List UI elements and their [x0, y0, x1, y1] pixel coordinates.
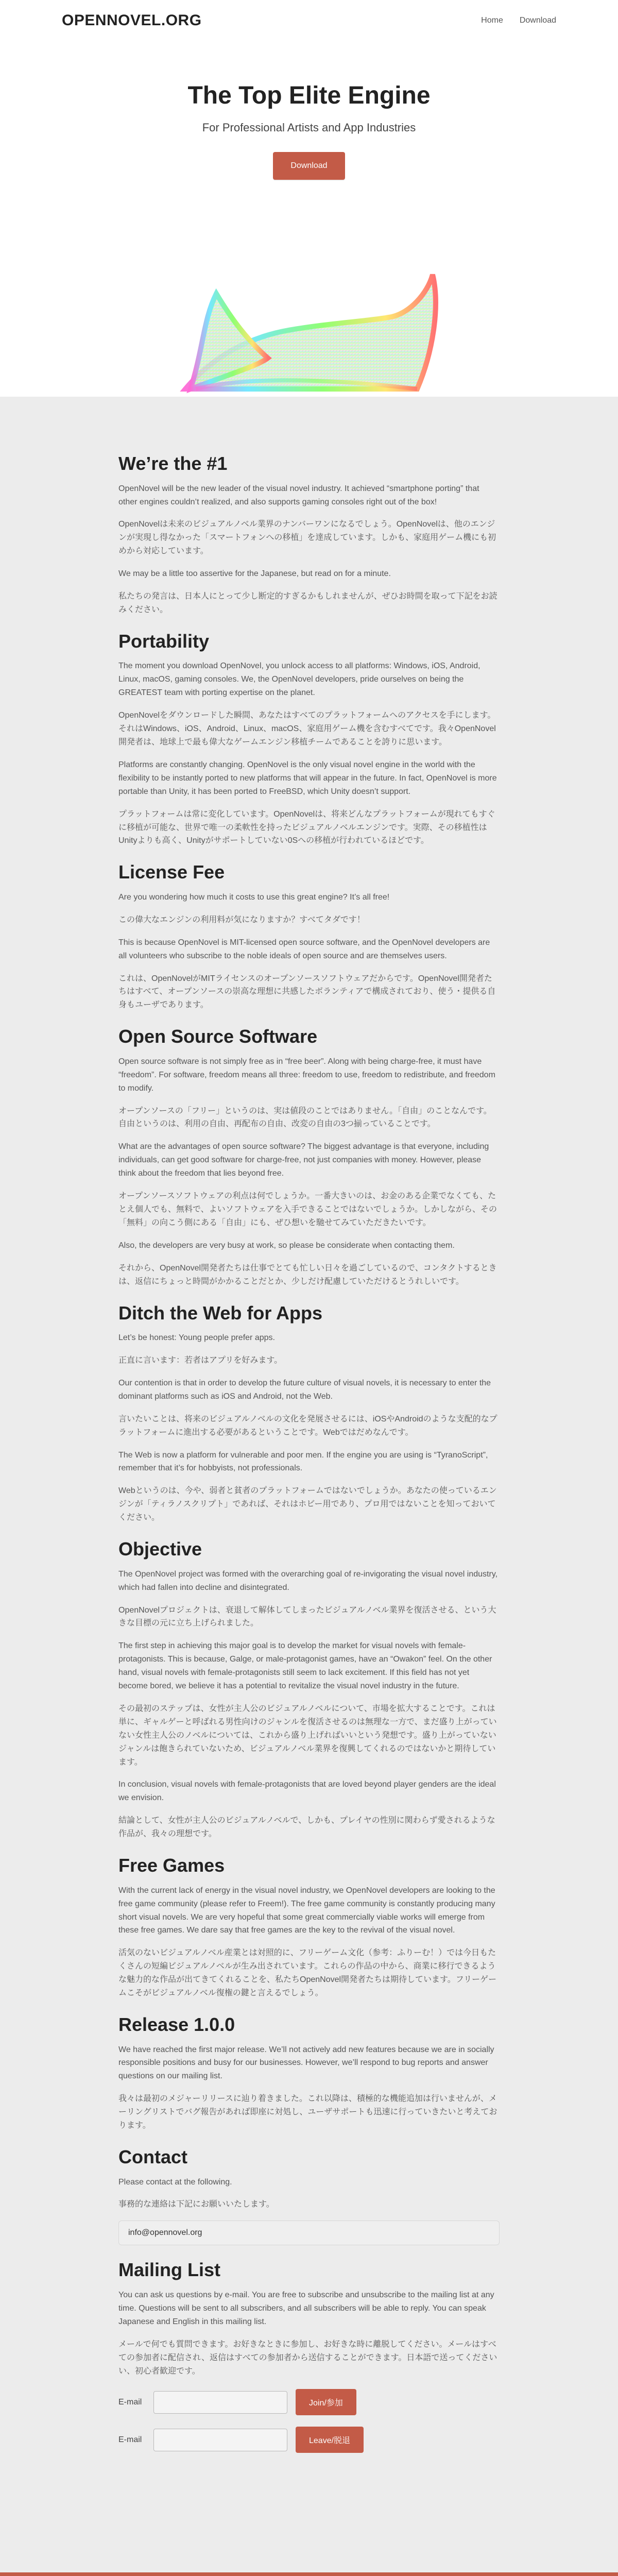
paragraph: We may be a little too assertive for the Japanese, but read on for a minute. — [118, 569, 391, 579]
paragraph: Our contention is that in order to develop the future culture of visual novels, it is necessary to enter the dominant platforms such as iOS and Android, not the Web. — [118, 1378, 491, 1401]
paragraph: You can ask us questions by e-mail. You are free to subscribe and unsubscribe to the mailing list at any time. Questions will be sent to all subscribers, and all subscribers will be able to reply. You can speak Japanese and English in this mailing list. — [118, 2290, 494, 2326]
paragraph: Are you wondering how much it costs to use this great engine? It’s all free! — [118, 892, 390, 902]
main-nav — [481, 16, 556, 25]
nav-home[interactable]: Home — [481, 16, 503, 25]
leave-button[interactable]: Leave/脱退 — [296, 2427, 364, 2453]
nav-download[interactable]: Download — [519, 16, 556, 25]
mailing-list-leave-row — [118, 2427, 500, 2453]
section-title: Free Games — [118, 1855, 225, 1876]
join-email-input[interactable] — [153, 2391, 287, 2414]
hero-download-button[interactable]: Download — [273, 152, 345, 180]
hero — [0, 41, 618, 397]
section-title: Ditch the Web for Apps — [118, 1302, 322, 1324]
paragraph: With the current lack of energy in the visual novel industry, we OpenNovel developers are looking to the free game community (please refer to Freem!). The free game community is constantly producing many short visual novels. We are very hopeful that some great commercially viable works will emerge from these free games. We dare say that free games are the key to the revival of the visual novel. — [118, 1886, 495, 1935]
paragraph: OpenNovelをダウンロードした瞬間、あなたはすべてのプラットフォームへのアクセスを手にします。それはWindows、iOS、Android、Linux、macOS、家庭用ゲーム機を含むすべてです。我々OpenNovel開発者は、地球上で最も偉大なゲームエンジン移植チームであることを誇りに思います。 — [118, 711, 496, 747]
paragraph: Please contact at the following. — [118, 2177, 232, 2187]
paragraph: This is because OpenNovel is MIT-licensed open source software, and the OpenNovel developers are all volunteers who subscribe to the noble ideals of open source and are themselves users. — [118, 938, 490, 960]
paragraph: What are the advantages of open source software? The biggest advantage is that everyone, including individuals, can get good software for charge-free, not just companies with money. However, please think about the freedom that lies beyond free. — [118, 1142, 489, 1178]
paragraph: OpenNovelプロジェクトは、衰退して解体してしまったビジュアルノベル業界を復活させる、という大きな目標の元に立ち上げられました。 — [118, 1605, 496, 1628]
paragraph: OpenNovel will be the new leader of the visual novel industry. It achieved “smartphone porting” that other engines couldn’t realized, and also supports gaming consoles right out of the box! — [118, 484, 479, 506]
section-release-1-0-0 — [118, 2014, 500, 2132]
paragraph: プラットフォームは常に変化しています。OpenNovelは、将来どんなプラットフォームが現れてもすぐに移植が可能な、世界で唯一の柔軟性を持ったビジュアルノベルエンジンです。実際、その移植性はUnityよりも高く、Unityがサポートしていない0Sへの移植が行われているほどです。 — [118, 809, 495, 845]
mailing-list-join-row — [118, 2389, 500, 2415]
section-were-the-1 — [118, 453, 500, 617]
contact-email-box[interactable]: info@opennovel.org — [118, 2221, 500, 2245]
section-contact — [118, 2147, 500, 2245]
section-title: We’re the #1 — [118, 453, 228, 474]
paragraph: これは、OpenNovelがMITライセンスのオープンソースソフトウェアだからです。OpenNovel開発者たちはすべて、オープンソースの崇高な理想に共感したボランティアで構成されており、使う・提供る自身もユーザであります。 — [118, 974, 496, 1010]
paragraph: この偉大なエンジンの利用料が気になりますか？すべてタダです！ — [118, 915, 365, 924]
section-portability — [118, 631, 500, 848]
paragraph: メールで何でも質問できます。お好きなときに参加し、お好きな時に離脱してください。メールはすべての参加者に配信され、返信はすべての参加者から送信することができます。日本語で送ってくださいい、初心者歓迎です。 — [118, 2340, 497, 2376]
email-label: E-mail — [118, 2435, 142, 2444]
paragraph: オープンソースソフトウェアの利点は何でしょうか。一番大きいのは、お金のある企業でなくても、たとえ個人でも、無料で、よいソフトウェアを入手できることではないでしょうか。しかしながら、その「無料」の向こう側にある「自由」にも、ぜひ想いを馳せてみていただきたいです。 — [118, 1192, 497, 1227]
paragraph: The Web is now a platform for vulnerable and poor men. If the engine you are using is “TyranoScript”, remember that it’s for hobbyists, not professionals. — [118, 1450, 488, 1473]
section-free-games — [118, 1855, 500, 2000]
cta-section — [0, 2572, 618, 2576]
paragraph: 正直に言います：若者はアプリを好みます。 — [118, 1356, 283, 1365]
paragraph: 我々は最初のメジャーリリースに辿り着きました。これ以降は、積極的な機能追加は行いませんが、メーリングリストでバグ報告があれば即座に対処し、ユーザサポートも迅速に行っていきたいと考えております。 — [118, 2094, 497, 2130]
paragraph: 言いたいことは、将来のビジュアルノベルの文化を発展させるには、iOSやAndroidのような支配的なプラットフォームに進出する必要があるということです。Webではだめなんです。 — [118, 1414, 497, 1437]
hero-title: The Top Elite Engine — [187, 82, 431, 109]
section-open-source-software — [118, 1026, 500, 1288]
section-title: Portability — [118, 630, 210, 652]
section-title: Objective — [118, 1538, 202, 1560]
paragraph: Webというのは、今や、弱者と貧者のプラットフォームではないでしょうか。あなたの使っているエンジンが「ティラノスクリプト」であれば、それはホビー用であり、プロ用ではないことを知っておいてください。 — [118, 1486, 497, 1522]
section-title: Mailing List — [118, 2259, 220, 2281]
paragraph: The first step in achieving this major goal is to develop the market for visual novels with female-protagonists. This is because, Galge, or male-protagonist games, have an “Owakon” feel. On the other hand, visual novels with female-protagonists still seem to lack excitement. If this field has not yet become bored, we believe it has a potential to revitalize the visual novel industry in the future. — [118, 1641, 492, 1691]
cat-ears-rainbow-illustration-icon — [175, 270, 443, 397]
email-label: E-mail — [118, 2397, 142, 2406]
paragraph: 結論として、女性が主人公のビジュアルノベルで、しかも、プレイヤの性別に関わらず愛されるような作品が、我々の理想です。 — [118, 1816, 495, 1839]
paragraph: OpenNovelは未来のビジュアルノベル業界のナンバーワンになるでしょう。OpenNovelは、他のエンジンが実現し得なかった「スマートフォンへの移植」を達成しています。しかも、家庭用ゲーム機にも初めから対応しています。 — [118, 520, 496, 556]
section-title: Contact — [118, 2146, 187, 2167]
paragraph: その最初のステップは、女性が主人公のビジュアルノベルについて、市場を拡大することです。これは単に、ギャルゲーと呼ばれる男性向けのジャンルを復活させるのは無理な一方で、まだ盛り上がっていない女性主人公のノベルについては、これから盛り上げればいいという発想です。盛り上がっていないジャンルは飽きられていないため、ビジュアルノベル業界を復興してくれるのではないかと期待しています。 — [118, 1704, 497, 1767]
section-title: License Fee — [118, 861, 225, 883]
section-title: Open Source Software — [118, 1026, 318, 1047]
join-button[interactable]: Join/参加 — [296, 2389, 356, 2415]
paragraph: The OpenNovel project was formed with the overarching goal of re-invigorating the visual novel industry, which had fallen into decline and disintegrated. — [118, 1569, 498, 1592]
section-license-fee — [118, 862, 500, 1012]
top-navigation — [0, 0, 618, 41]
section-objective — [118, 1539, 500, 1841]
paragraph: 事務的な連絡は下記にお願いいたします。 — [118, 2200, 274, 2209]
paragraph: 私たちの発言は、日本人にとって少し断定的すぎるかもしれませんが、ぜひお時間を取って下記をお読みください。 — [118, 592, 497, 614]
content — [0, 397, 618, 2572]
site-logo[interactable]: OPENNOVEL.ORG — [62, 12, 202, 29]
paragraph: The moment you download OpenNovel, you unlock access to all platforms: Windows, iOS, Android, Linux, macOS, gaming consoles. We, the OpenNovel developers, pride ourselves on being the GREATEST team with porting expertise on the planet. — [118, 662, 480, 698]
content-container — [118, 453, 500, 2572]
section-title: Release 1.0.0 — [118, 2013, 235, 2035]
paragraph: 活気のないビジュアルノベル産業とは対照的に、フリーゲーム文化（参考：ふりーむ！）では今日もたくさんの短編ビジュアルノベルが生み出されています。これらの作品の中から、商業に移行できるような魅力的な作品が出てきてくれることを、私たちOpenNovel開発者たちは期待しています。フリーゲームこそがビジュアルノベル復権の鍵と言えるでしょう。 — [118, 1948, 497, 1998]
paragraph: Platforms are constantly changing. OpenNovel is the only visual novel engine in the world with the flexibility to be instantly ported to new platforms that will appear in the future. In fact, OpenNovel is more portable than Unity, it has been ported to FreeBSD, which Unity doesn’t support. — [118, 760, 497, 796]
leave-email-input[interactable] — [153, 2429, 287, 2451]
paragraph: Let’s be honest: Young people prefer apps. — [118, 1333, 275, 1343]
section-ditch-the-web — [118, 1303, 500, 1525]
hero-subtitle: For Professional Artists and App Industries — [202, 121, 416, 134]
paragraph: Open source software is not simply free as in “free beer”. Along with being charge-free, it must have “freedom”. For software, freedom means all three: freedom to use, freedom to redistribute, and freedom to modify. — [118, 1057, 495, 1093]
section-mailing-list — [118, 2260, 500, 2453]
paragraph: Also, the developers are very busy at work, so please be considerate when contacting them. — [118, 1241, 455, 1250]
paragraph: オープンソースの「フリー」というのは、実は値段のことではありません。「自由」のことなんです。自由というのは、利用の自由、再配布の自由、改変の自由の3つ揃っていることです。 — [118, 1106, 492, 1129]
paragraph: それから、OpenNovel開発者たちは仕事でとても忙しい日々を過ごしているので、コンタクトするときは、返信にちょっと時間がかかることだとか、少しだけ配慮していただけるとうれしいです。 — [118, 1263, 497, 1286]
paragraph: In conclusion, visual novels with female-protagonists that are loved beyond player genders are the ideal we envision. — [118, 1780, 496, 1803]
paragraph: We have reached the first major release. We’ll not actively add new features because we are in socially responsible positions and busy for our businesses. However, we’ll respond to bug reports and answer questions on our mailing list. — [118, 2045, 494, 2081]
